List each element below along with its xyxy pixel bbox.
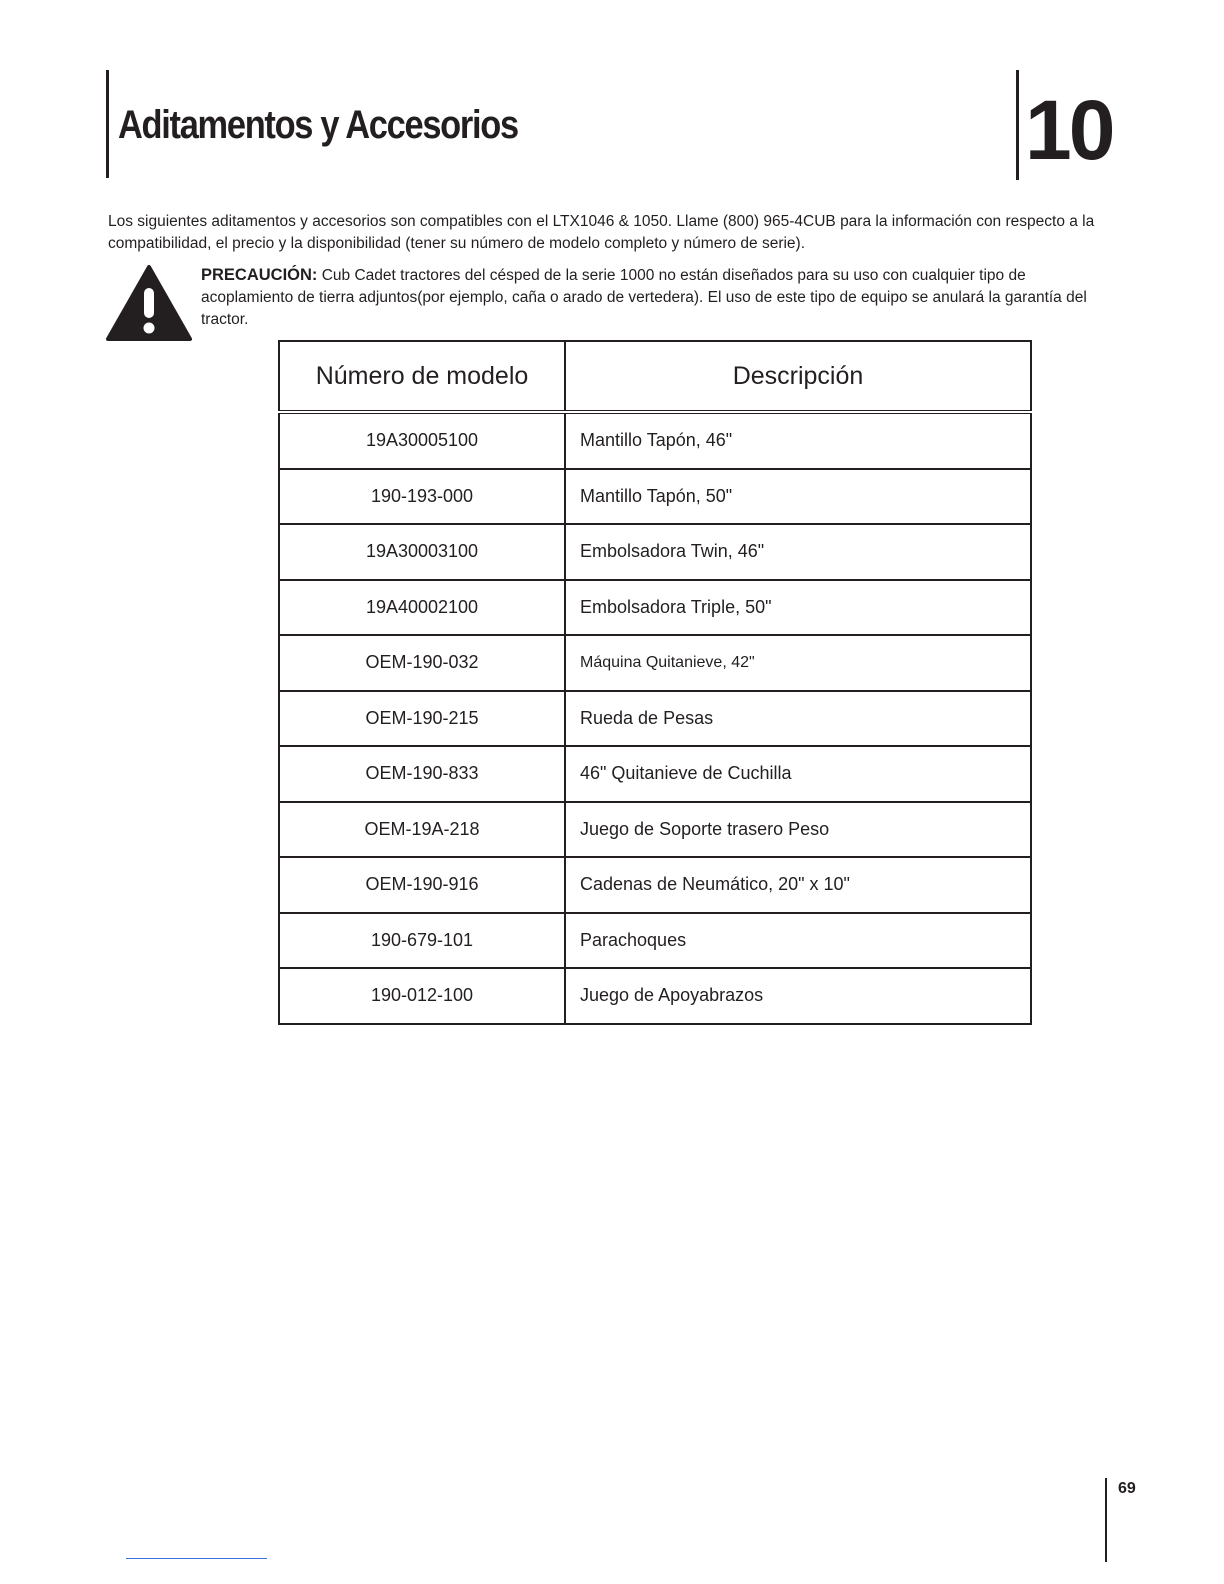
table-row (279, 412, 1031, 469)
model-number-cell: OEM-190-032 (279, 635, 565, 691)
model-number-cell: 19A30005100 (279, 412, 565, 469)
warning-triangle-icon (106, 264, 192, 342)
caution-paragraph (201, 264, 1101, 331)
model-number-header: Número de modelo (279, 341, 565, 412)
table-row (279, 469, 1031, 525)
description-header: Descripción (565, 341, 1031, 412)
description-cell: Embolsadora Triple, 50" (565, 580, 1031, 636)
description-cell: Mantillo Tapón, 50" (565, 469, 1031, 525)
table-row (279, 524, 1031, 580)
model-number-cell: OEM-19A-218 (279, 802, 565, 858)
table-row (279, 857, 1031, 913)
caution-text: Cub Cadet tractores del césped de la serie 1000 no están diseñados para su uso con cualquier tipo de acoplamiento de tierra adjuntos(por ejemplo, caña o arado de vertedera). El uso de este tipo de equipo se anulará la garantía del tractor. (201, 267, 1087, 328)
intro-paragraph: Los siguientes aditamentos y accesorios son compatibles con el LTX1046 & 1050. Llame (800) 965-4CUB para la información con respecto a la compatibilidad, el precio y la disponibilidad (tener su número de modelo completo y número de serie). (108, 213, 1095, 252)
page-number-rule (1105, 1478, 1107, 1562)
model-number-cell: 190-679-101 (279, 913, 565, 969)
model-number-cell: OEM-190-833 (279, 746, 565, 802)
bottom-divider (126, 1558, 267, 1559)
description-cell: Parachoques (565, 913, 1031, 969)
description-cell: Cadenas de Neumático, 20" x 10" (565, 857, 1031, 913)
model-number-cell: 19A40002100 (279, 580, 565, 636)
description-cell: Juego de Soporte trasero Peso (565, 802, 1031, 858)
description-cell: Rueda de Pesas (565, 691, 1031, 747)
description-cell: Mantillo Tapón, 46" (565, 412, 1031, 469)
model-number-cell: OEM-190-916 (279, 857, 565, 913)
page-number: 69 (1118, 1480, 1136, 1497)
caution-label: PRECAUCIÓN: (201, 266, 318, 284)
description-cell: Juego de Apoyabrazos (565, 968, 1031, 1024)
table-row (279, 580, 1031, 636)
model-number-cell: 19A30003100 (279, 524, 565, 580)
table-row (279, 968, 1031, 1024)
model-number-cell: 190-193-000 (279, 469, 565, 525)
table-row (279, 913, 1031, 969)
chapter-rule (1016, 70, 1019, 180)
model-number-cell: 190-012-100 (279, 968, 565, 1024)
description-cell: 46" Quitanieve de Cuchilla (565, 746, 1031, 802)
table-header-row (279, 341, 1031, 412)
table-row (279, 802, 1031, 858)
table-row (279, 635, 1031, 691)
accessories-table (278, 340, 1032, 1025)
title-rule (106, 70, 109, 178)
table-row (279, 691, 1031, 747)
model-number-cell: OEM-190-215 (279, 691, 565, 747)
page-title: Aditamentos y Accesorios (118, 103, 518, 147)
description-cell: Embolsadora Twin, 46" (565, 524, 1031, 580)
description-cell: Máquina Quitanieve, 42" (565, 635, 1031, 691)
table-row (279, 746, 1031, 802)
chapter-number: 10 (1025, 83, 1113, 177)
